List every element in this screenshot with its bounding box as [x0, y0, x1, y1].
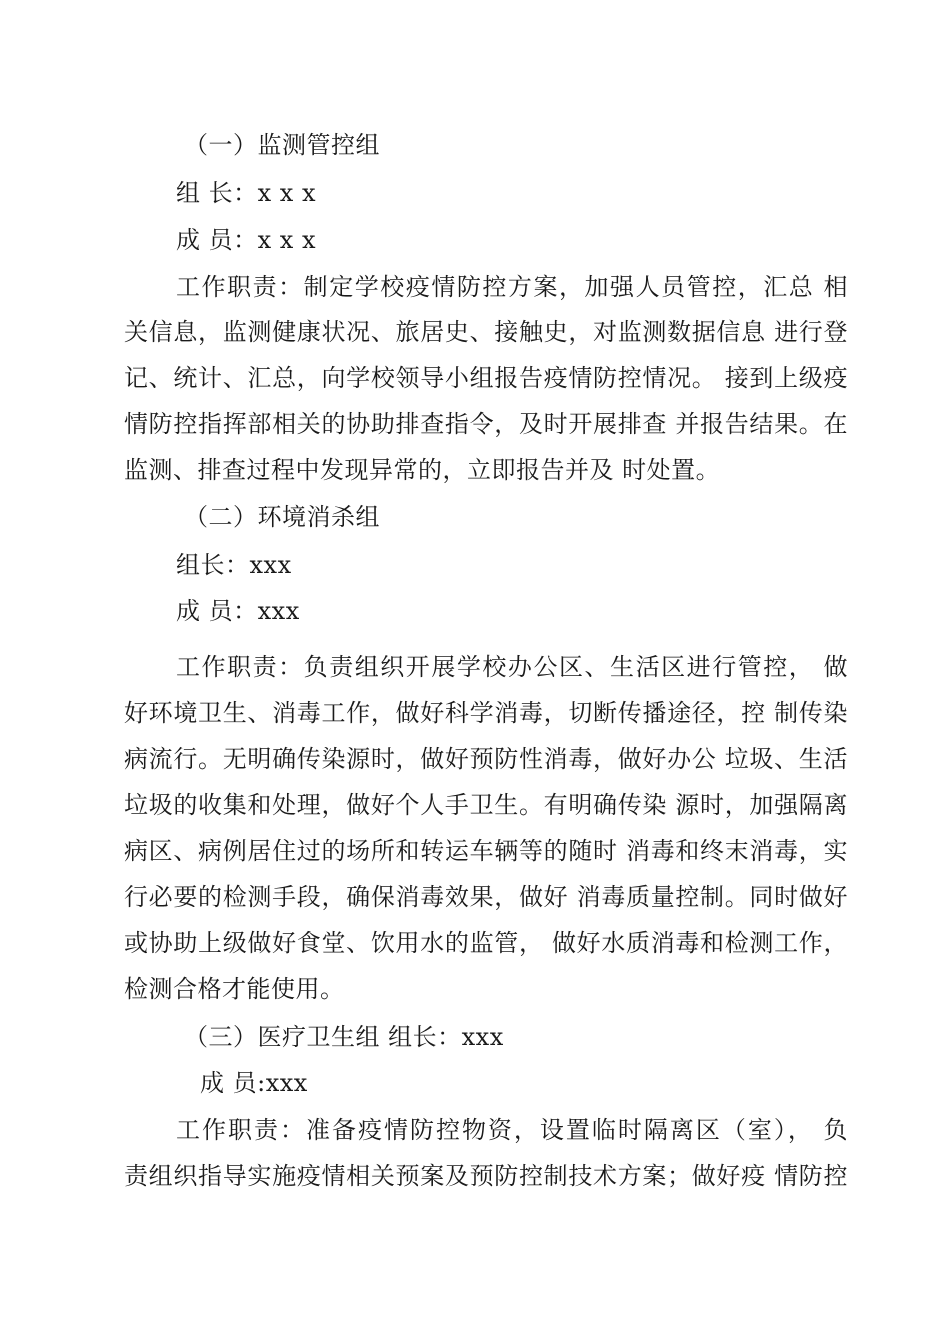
section2-duty-line: 检测合格才能使用。 — [124, 975, 345, 1003]
section2-members: 成 员：xxx — [176, 597, 300, 625]
section1-duty-line: 记、统计、汇总，向学校领导小组报告疫情防控情况。 接到上级疫 — [124, 364, 848, 392]
section1-duty-line: 工作职责：制定学校疫情防控方案，加强人员管控，汇总 相 — [176, 273, 848, 301]
section2-duty-line: 或协助上级做好食堂、饮用水的监管， 做好水质消毒和检测工作， — [124, 929, 848, 957]
section3-duty-line: 责组织指导实施疫情相关预案及预防控制技术方案；做好疫 情防控 — [124, 1162, 848, 1190]
section2-duty-line: 病区、病例居住过的场所和转运车辆等的随时 消毒和终末消毒，实 — [124, 837, 848, 865]
section2-duty-line: 工作职责：负责组织开展学校办公区、生活区进行管控， 做 — [176, 653, 848, 681]
section1-heading: （一）监测管控组 — [184, 131, 380, 159]
section3-members: 成 员:xxx — [200, 1069, 308, 1097]
section1-leader: 组 长：x x x — [176, 179, 316, 207]
section2-heading: （二）环境消杀组 — [184, 503, 380, 531]
section3-duty-line: 工作职责：准备疫情防控物资，设置临时隔离区（室）， 负 — [176, 1116, 848, 1144]
section1-duty-line: 关信息，监测健康状况、旅居史、接触史，对监测数据信息 进行登 — [124, 318, 848, 346]
section2-duty-line: 垃圾的收集和处理，做好个人手卫生。有明确传染 源时，加强隔离 — [124, 791, 848, 819]
section2-duty-line: 病流行。无明确传染源时，做好预防性消毒，做好办公 垃圾、生活 — [124, 745, 848, 773]
section1-duty-line: 监测、排查过程中发现异常的，立即报告并及 时处置。 — [124, 456, 721, 484]
section2-duty-line: 好环境卫生、消毒工作，做好科学消毒，切断传播途径，控 制传染 — [124, 699, 848, 727]
section2-duty-line: 行必要的检测手段，确保消毒效果，做好 消毒质量控制。同时做好 — [124, 883, 848, 911]
section1-duty-line: 情防控指挥部相关的协助排查指令，及时开展排查 并报告结果。在 — [124, 410, 848, 438]
section3-heading: （三）医疗卫生组 组长：xxx — [184, 1023, 504, 1051]
section1-members: 成 员：x x x — [176, 226, 316, 254]
section2-leader: 组长：xxx — [176, 551, 292, 579]
